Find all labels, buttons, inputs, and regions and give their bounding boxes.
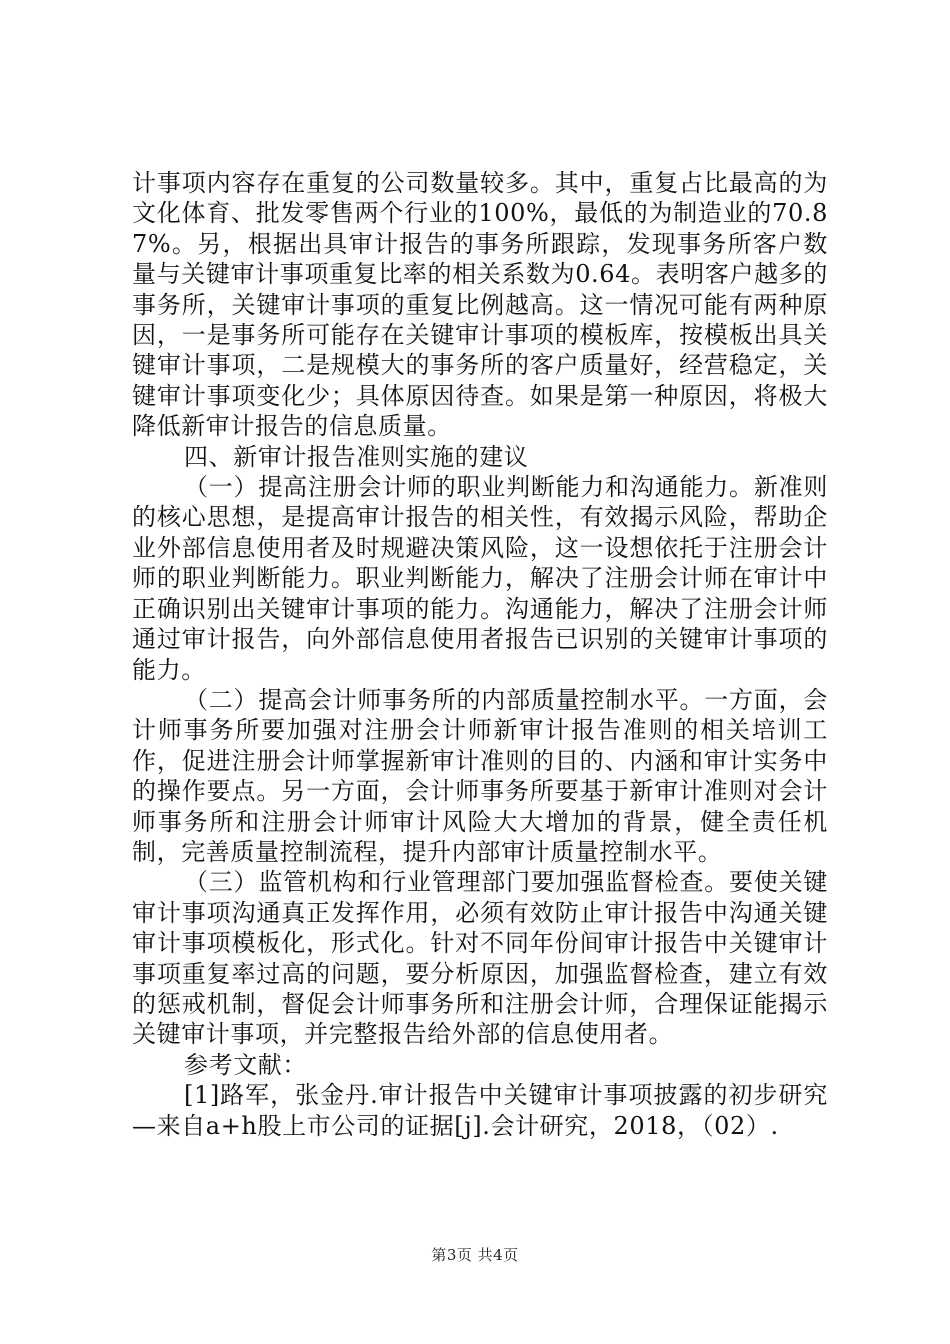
references-heading: 参考文献：	[184, 1050, 307, 1079]
section-heading: 四、新审计报告准则实施的建议	[184, 442, 529, 471]
subsection-paragraph-3: （三）监管机构和行业管理部门要加强监督检查。要使关键审计事项沟通真正发挥作用，必须有效防止审计报告中沟通关键审计事项模板化，形式化。针对不同年份间审计报告中关键审计事项重复率过高的问题，要分析原因，加强监督检查，建立有效的惩戒机制，督促会计师事务所和注册会计师，合理保证能揭示关键审计事项，并完整报告给外部的信息使用者。	[132, 868, 828, 1049]
page-number: 第3页 共4页	[431, 1246, 519, 1264]
document-body	[132, 168, 828, 1141]
paragraph-continued: 计事项内容存在重复的公司数量较多。其中，重复占比最高的为文化体育、批发零售两个行业的100%，最低的为制造业的70.87%。另，根据出具审计报告的事务所跟踪，发现事务所客户数量与关键审计事项重复比率的相关系数为0.64。表明客户越多的事务所，关键审计事项的重复比例越高。这一情况可能有两种原因，一是事务所可能存在关键审计事项的模板库，按模板出具关键审计事项，二是规模大的事务所的客户质量好，经营稳定，关键审计事项变化少；具体原因待查。如果是第一种原因，将极大降低新审计报告的信息质量。	[132, 169, 828, 441]
reference-item: [1]路军，张金丹.审计报告中关键审计事项披露的初步研究—来自a+h股上市公司的证据[j].会计研究，2018，（02）.	[132, 1081, 828, 1140]
subsection-paragraph-1: （一）提高注册会计师的职业判断能力和沟通能力。新准则的核心思想，是提高审计报告的相关性，有效揭示风险，帮助企业外部信息使用者及时规避决策风险，这一设想依托于注册会计师的职业判断能力。职业判断能力，解决了注册会计师在审计中正确识别出关键审计事项的能力。沟通能力，解决了注册会计师通过审计报告，向外部信息使用者报告已识别的关键审计事项的能力。	[132, 473, 828, 684]
subsection-paragraph-2: （二）提高会计师事务所的内部质量控制水平。一方面，会计师事务所要加强对注册会计师新审计报告准则的相关培训工作，促进注册会计师掌握新审计准则的目的、内涵和审计实务中的操作要点。另一方面，会计师事务所要基于新审计准则对会计师事务所和注册会计师审计风险大大增加的背景，健全责任机制，完善质量控制流程，提升内部审计质量控制水平。	[132, 685, 828, 866]
